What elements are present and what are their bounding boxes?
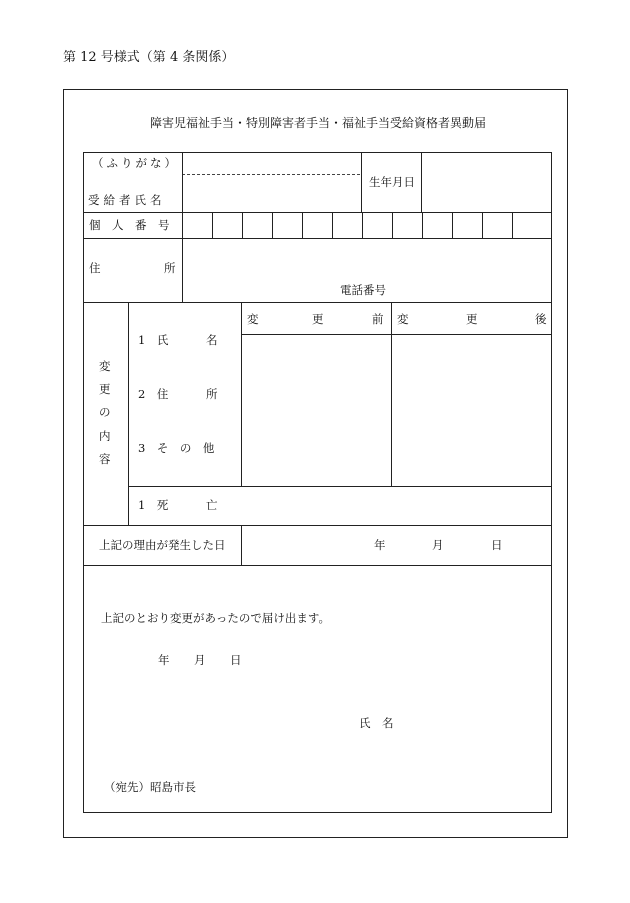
change-item-name: 1 氏 bbox=[138, 333, 169, 347]
after-header-char: 変 bbox=[397, 312, 409, 326]
after-header-char: 更 bbox=[466, 312, 478, 326]
form-number: 第 12 号様式（第 4 条関係） bbox=[63, 50, 235, 65]
mynumber-box bbox=[452, 212, 453, 238]
before-header-char: 変 bbox=[247, 312, 259, 326]
reason-date-label: 上記の理由が発生した日 bbox=[99, 538, 226, 552]
furigana-input[interactable] bbox=[183, 153, 360, 173]
mynumber-box bbox=[362, 212, 363, 238]
change-item-address: 2 住 bbox=[138, 387, 169, 401]
before-header-char: 前 bbox=[372, 312, 384, 326]
changes-label-char: の bbox=[99, 405, 111, 419]
death-item: 1 死 bbox=[138, 498, 169, 512]
birthdate-input[interactable] bbox=[422, 153, 551, 211]
mynumber-box bbox=[332, 212, 333, 238]
mynumber-box bbox=[272, 212, 273, 238]
declaration-text: 上記のとおり変更があったので届け出ます。 bbox=[101, 611, 330, 625]
name-input[interactable] bbox=[183, 176, 360, 211]
sign-year-unit: 年 bbox=[158, 653, 170, 667]
changes-label-char: 更 bbox=[99, 382, 111, 396]
form-title: 障害児福祉手当・特別障害者手当・福祉手当受給資格者異動届 bbox=[150, 116, 487, 130]
mynumber-box bbox=[302, 212, 303, 238]
mynumber-box bbox=[482, 212, 483, 238]
reason-day-unit: 日 bbox=[491, 538, 503, 552]
after-header-char: 後 bbox=[535, 312, 547, 326]
name-label: 受給者氏名 bbox=[88, 193, 166, 207]
mynumber-box bbox=[242, 212, 243, 238]
mynumber-box bbox=[512, 212, 513, 238]
birthdate-label: 生年月日 bbox=[369, 175, 415, 189]
reason-year-unit: 年 bbox=[374, 538, 386, 552]
sign-day-unit: 日 bbox=[230, 653, 242, 667]
furigana-label: （ふりがな） bbox=[92, 156, 179, 170]
address-label: 住 bbox=[89, 261, 101, 275]
addressee: （宛先）昭島市長 bbox=[104, 780, 196, 794]
death-item-end: 亡 bbox=[206, 498, 218, 512]
signature-label: 氏 名 bbox=[359, 716, 394, 730]
change-item-address-end: 所 bbox=[206, 387, 218, 401]
change-item-other: 3 そ の 他 bbox=[138, 441, 215, 455]
changes-label-char: 容 bbox=[99, 452, 111, 466]
mynumber-box bbox=[392, 212, 393, 238]
sign-month-unit: 月 bbox=[194, 653, 206, 667]
phone-label: 電話番号 bbox=[340, 283, 386, 297]
mynumber-box bbox=[422, 212, 423, 238]
reason-month-unit: 月 bbox=[432, 538, 444, 552]
address-label-end: 所 bbox=[164, 261, 176, 275]
change-item-name-end: 名 bbox=[206, 333, 218, 347]
before-change-input[interactable] bbox=[242, 335, 390, 485]
before-header-char: 更 bbox=[312, 312, 324, 326]
changes-label-char: 変 bbox=[99, 359, 111, 373]
changes-label-char: 内 bbox=[99, 429, 111, 443]
mynumber-box bbox=[212, 212, 213, 238]
mynumber-label: 個 人 番 号 bbox=[89, 218, 170, 232]
after-change-input[interactable] bbox=[392, 335, 551, 485]
